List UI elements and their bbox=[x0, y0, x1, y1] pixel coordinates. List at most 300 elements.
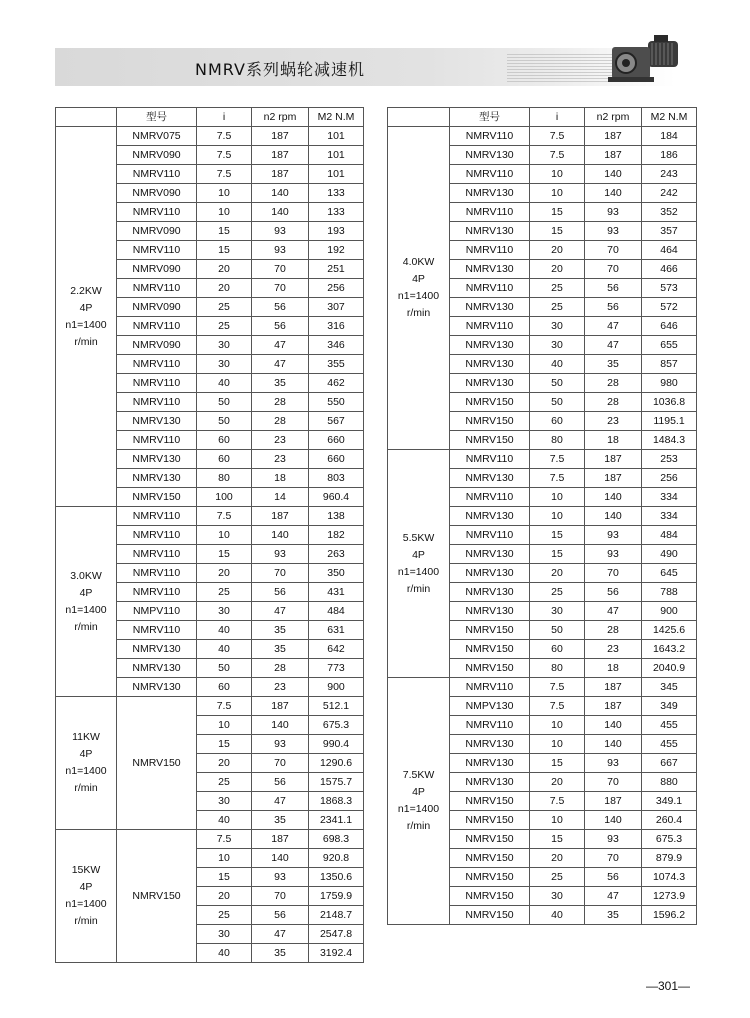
speed-cell: 70 bbox=[252, 279, 309, 298]
ratio-cell: 15 bbox=[530, 222, 585, 241]
speed-cell: 28 bbox=[585, 621, 642, 640]
ratio-cell: 10 bbox=[530, 507, 585, 526]
model-cell: NMRV130 bbox=[450, 469, 530, 488]
motor-poles: 4P bbox=[79, 301, 93, 314]
ratio-cell: 60 bbox=[197, 450, 252, 469]
ratio-cell: 10 bbox=[530, 811, 585, 830]
torque-cell: 550 bbox=[309, 393, 364, 412]
torque-cell: 101 bbox=[309, 127, 364, 146]
ratio-cell: 7.5 bbox=[530, 697, 585, 716]
model-cell: NMRV150 bbox=[450, 792, 530, 811]
torque-cell: 455 bbox=[642, 735, 697, 754]
torque-cell: 1290.6 bbox=[309, 754, 364, 773]
model-cell: NMRV150 bbox=[117, 488, 197, 507]
model-cell: NMRV150 bbox=[450, 811, 530, 830]
ratio-cell: 15 bbox=[530, 526, 585, 545]
motor-poles: 4P bbox=[412, 548, 425, 561]
model-cell: NMRV150 bbox=[450, 412, 530, 431]
ratio-cell: 25 bbox=[530, 583, 585, 602]
model-cell: NMRV130 bbox=[450, 355, 530, 374]
ratio-cell: 10 bbox=[197, 849, 252, 868]
model-cell: NMRV130 bbox=[450, 564, 530, 583]
model-cell: NMRV075 bbox=[117, 127, 197, 146]
model-cell: NMRV110 bbox=[450, 450, 530, 469]
speed-cell: 56 bbox=[585, 868, 642, 887]
torque-cell: 316 bbox=[309, 317, 364, 336]
motor-unit: r/min bbox=[74, 915, 98, 927]
ratio-cell: 20 bbox=[530, 564, 585, 583]
ratio-cell: 50 bbox=[197, 412, 252, 431]
ratio-cell: 25 bbox=[530, 298, 585, 317]
ratio-cell: 10 bbox=[197, 526, 252, 545]
speed-cell: 70 bbox=[585, 241, 642, 260]
model-cell: NMRV110 bbox=[117, 393, 197, 412]
torque-cell: 355 bbox=[309, 355, 364, 374]
header-output-speed: n2 rpm bbox=[585, 108, 642, 127]
speed-cell: 35 bbox=[252, 374, 309, 393]
ratio-cell: 20 bbox=[197, 564, 252, 583]
speed-cell: 93 bbox=[252, 545, 309, 564]
ratio-cell: 80 bbox=[530, 431, 585, 450]
torque-cell: 462 bbox=[309, 374, 364, 393]
header-corner-cell bbox=[56, 108, 117, 127]
speed-cell: 47 bbox=[252, 336, 309, 355]
model-cell: NMRV150 bbox=[450, 906, 530, 925]
torque-cell: 990.4 bbox=[309, 735, 364, 754]
model-cell: NMRV110 bbox=[117, 583, 197, 602]
torque-cell: 667 bbox=[642, 754, 697, 773]
torque-cell: 960.4 bbox=[309, 488, 364, 507]
model-cell: NMRV110 bbox=[117, 374, 197, 393]
torque-cell: 357 bbox=[642, 222, 697, 241]
torque-cell: 2040.9 bbox=[642, 659, 697, 678]
motor-poles: 4P bbox=[412, 273, 425, 285]
model-cell: NMRV110 bbox=[117, 355, 197, 374]
torque-cell: 857 bbox=[642, 355, 697, 374]
torque-cell: 182 bbox=[309, 526, 364, 545]
table-row bbox=[388, 450, 697, 469]
ratio-cell: 50 bbox=[530, 374, 585, 393]
model-cell: NMRV130 bbox=[450, 184, 530, 203]
model-cell: NMPV130 bbox=[450, 697, 530, 716]
model-cell: NMRV150 bbox=[450, 431, 530, 450]
speed-cell: 47 bbox=[252, 355, 309, 374]
model-cell: NMPV110 bbox=[117, 602, 197, 621]
model-cell: NMRV130 bbox=[450, 260, 530, 279]
torque-cell: 352 bbox=[642, 203, 697, 222]
torque-cell: 631 bbox=[309, 621, 364, 640]
table-row bbox=[56, 507, 364, 526]
speed-cell: 56 bbox=[585, 279, 642, 298]
speed-cell: 140 bbox=[585, 184, 642, 203]
torque-cell: 192 bbox=[309, 241, 364, 260]
model-cell: NMRV150 bbox=[117, 830, 197, 963]
speed-cell: 56 bbox=[252, 906, 309, 925]
ratio-cell: 40 bbox=[197, 621, 252, 640]
ratio-cell: 40 bbox=[530, 906, 585, 925]
ratio-cell: 10 bbox=[530, 488, 585, 507]
torque-cell: 1643.2 bbox=[642, 640, 697, 659]
ratio-cell: 50 bbox=[197, 393, 252, 412]
speed-cell: 35 bbox=[252, 944, 309, 963]
speed-cell: 56 bbox=[252, 773, 309, 792]
model-cell: NMRV130 bbox=[450, 336, 530, 355]
torque-cell: 660 bbox=[309, 431, 364, 450]
torque-cell: 1074.3 bbox=[642, 868, 697, 887]
speed-cell: 140 bbox=[252, 716, 309, 735]
table-row bbox=[56, 830, 364, 849]
ratio-cell: 80 bbox=[530, 659, 585, 678]
torque-cell: 186 bbox=[642, 146, 697, 165]
model-cell: NMRV150 bbox=[450, 640, 530, 659]
speed-cell: 35 bbox=[252, 621, 309, 640]
motor-spec-group bbox=[56, 830, 117, 963]
model-cell: NMRV130 bbox=[117, 640, 197, 659]
model-cell: NMRV130 bbox=[450, 773, 530, 792]
motor-speed: n1=1400 bbox=[397, 803, 440, 815]
speed-cell: 187 bbox=[585, 450, 642, 469]
speed-cell: 23 bbox=[252, 450, 309, 469]
torque-cell: 260.4 bbox=[642, 811, 697, 830]
motor-power: 11KW bbox=[72, 731, 100, 743]
speed-cell: 140 bbox=[585, 165, 642, 184]
motor-power: 7.5KW bbox=[402, 769, 435, 781]
speed-cell: 187 bbox=[252, 830, 309, 849]
header-decoration bbox=[507, 54, 617, 82]
torque-cell: 349 bbox=[642, 697, 697, 716]
ratio-cell: 30 bbox=[197, 792, 252, 811]
torque-cell: 675.3 bbox=[642, 830, 697, 849]
torque-cell: 803 bbox=[309, 469, 364, 488]
speed-cell: 93 bbox=[252, 735, 309, 754]
motor-spec-group bbox=[56, 697, 117, 830]
model-cell: NMRV110 bbox=[117, 317, 197, 336]
model-cell: NMRV110 bbox=[117, 203, 197, 222]
model-cell: NMRV130 bbox=[450, 545, 530, 564]
speed-cell: 93 bbox=[585, 830, 642, 849]
speed-cell: 187 bbox=[585, 127, 642, 146]
ratio-cell: 25 bbox=[197, 317, 252, 336]
ratio-cell: 15 bbox=[197, 868, 252, 887]
ratio-cell: 10 bbox=[530, 716, 585, 735]
speed-cell: 93 bbox=[252, 222, 309, 241]
gear-motor-icon bbox=[604, 33, 684, 85]
torque-cell: 1350.6 bbox=[309, 868, 364, 887]
header-torque: M2 N.M bbox=[642, 108, 697, 127]
page-header bbox=[55, 48, 675, 86]
ratio-cell: 7.5 bbox=[530, 127, 585, 146]
model-cell: NMRV110 bbox=[450, 241, 530, 260]
model-cell: NMRV110 bbox=[117, 526, 197, 545]
torque-cell: 1484.3 bbox=[642, 431, 697, 450]
ratio-cell: 7.5 bbox=[197, 127, 252, 146]
model-cell: NMRV110 bbox=[450, 488, 530, 507]
header-torque: M2 N.M bbox=[309, 108, 364, 127]
model-cell: NMRV110 bbox=[450, 165, 530, 184]
model-cell: NMRV130 bbox=[117, 450, 197, 469]
speed-cell: 23 bbox=[252, 431, 309, 450]
torque-cell: 133 bbox=[309, 184, 364, 203]
speed-cell: 18 bbox=[585, 659, 642, 678]
torque-cell: 900 bbox=[309, 678, 364, 697]
ratio-cell: 25 bbox=[197, 906, 252, 925]
motor-speed: n1=1400 bbox=[65, 603, 107, 616]
torque-cell: 660 bbox=[309, 450, 364, 469]
ratio-cell: 25 bbox=[197, 773, 252, 792]
torque-cell: 263 bbox=[309, 545, 364, 564]
speed-cell: 35 bbox=[252, 811, 309, 830]
ratio-cell: 50 bbox=[197, 659, 252, 678]
ratio-cell: 10 bbox=[530, 735, 585, 754]
torque-cell: 484 bbox=[642, 526, 697, 545]
speed-cell: 140 bbox=[585, 488, 642, 507]
motor-power: 15KW bbox=[71, 864, 101, 876]
ratio-cell: 7.5 bbox=[197, 697, 252, 716]
ratio-cell: 40 bbox=[530, 355, 585, 374]
speed-cell: 70 bbox=[252, 260, 309, 279]
torque-cell: 349.1 bbox=[642, 792, 697, 811]
torque-cell: 455 bbox=[642, 716, 697, 735]
ratio-cell: 10 bbox=[197, 203, 252, 222]
speed-cell: 187 bbox=[252, 507, 309, 526]
model-cell: NMRV130 bbox=[450, 374, 530, 393]
torque-cell: 1759.9 bbox=[309, 887, 364, 906]
motor-speed: n1=1400 bbox=[65, 765, 107, 777]
ratio-cell: 25 bbox=[197, 583, 252, 602]
table-header-row bbox=[56, 108, 364, 127]
speed-cell: 140 bbox=[585, 507, 642, 526]
torque-cell: 567 bbox=[309, 412, 364, 431]
ratio-cell: 40 bbox=[197, 374, 252, 393]
motor-spec-group bbox=[56, 127, 117, 507]
motor-unit: r/min bbox=[406, 582, 431, 595]
ratio-cell: 20 bbox=[530, 849, 585, 868]
speed-cell: 47 bbox=[252, 602, 309, 621]
torque-cell: 484 bbox=[309, 602, 364, 621]
model-cell: NMRV090 bbox=[117, 146, 197, 165]
model-cell: NMRV110 bbox=[450, 678, 530, 697]
speed-cell: 140 bbox=[252, 184, 309, 203]
speed-cell: 93 bbox=[252, 868, 309, 887]
left-specs-table bbox=[55, 107, 364, 963]
motor-poles: 4P bbox=[412, 786, 425, 798]
model-cell: NMRV090 bbox=[117, 222, 197, 241]
ratio-cell: 25 bbox=[197, 298, 252, 317]
ratio-cell: 30 bbox=[197, 925, 252, 944]
speed-cell: 28 bbox=[585, 374, 642, 393]
speed-cell: 23 bbox=[585, 412, 642, 431]
speed-cell: 35 bbox=[252, 640, 309, 659]
torque-cell: 334 bbox=[642, 488, 697, 507]
page-number: —301— bbox=[646, 979, 691, 993]
ratio-cell: 100 bbox=[197, 488, 252, 507]
model-cell: NMRV090 bbox=[117, 298, 197, 317]
model-cell: NMRV110 bbox=[450, 127, 530, 146]
speed-cell: 140 bbox=[585, 735, 642, 754]
model-cell: NMRV110 bbox=[450, 203, 530, 222]
torque-cell: 256 bbox=[642, 469, 697, 488]
torque-cell: 464 bbox=[642, 241, 697, 260]
torque-cell: 253 bbox=[642, 450, 697, 469]
motor-spec-group bbox=[56, 507, 117, 697]
motor-unit: r/min bbox=[74, 782, 98, 794]
speed-cell: 70 bbox=[252, 564, 309, 583]
speed-cell: 187 bbox=[252, 146, 309, 165]
model-cell: NMRV130 bbox=[450, 146, 530, 165]
header-model: 型号 bbox=[450, 108, 530, 127]
ratio-cell: 10 bbox=[530, 184, 585, 203]
model-cell: NMRV150 bbox=[450, 830, 530, 849]
ratio-cell: 20 bbox=[530, 260, 585, 279]
model-cell: NMRV110 bbox=[117, 507, 197, 526]
speed-cell: 93 bbox=[585, 545, 642, 564]
model-cell: NMRV110 bbox=[117, 279, 197, 298]
model-cell: NMRV090 bbox=[117, 184, 197, 203]
torque-cell: 2148.7 bbox=[309, 906, 364, 925]
page-title: NMRV系列蜗轮减速机 bbox=[195, 60, 365, 79]
ratio-cell: 20 bbox=[197, 279, 252, 298]
speed-cell: 18 bbox=[252, 469, 309, 488]
table-row bbox=[56, 697, 364, 716]
speed-cell: 47 bbox=[252, 925, 309, 944]
speed-cell: 70 bbox=[585, 564, 642, 583]
torque-cell: 346 bbox=[309, 336, 364, 355]
ratio-cell: 7.5 bbox=[197, 507, 252, 526]
ratio-cell: 15 bbox=[197, 545, 252, 564]
motor-spec-group bbox=[388, 678, 450, 925]
speed-cell: 28 bbox=[252, 412, 309, 431]
speed-cell: 56 bbox=[252, 298, 309, 317]
torque-cell: 698.3 bbox=[309, 830, 364, 849]
torque-cell: 334 bbox=[642, 507, 697, 526]
torque-cell: 1273.9 bbox=[642, 887, 697, 906]
model-cell: NMRV130 bbox=[117, 469, 197, 488]
torque-cell: 573 bbox=[642, 279, 697, 298]
torque-cell: 675.3 bbox=[309, 716, 364, 735]
speed-cell: 140 bbox=[252, 203, 309, 222]
model-cell: NMRV090 bbox=[117, 336, 197, 355]
torque-cell: 980 bbox=[642, 374, 697, 393]
ratio-cell: 7.5 bbox=[197, 830, 252, 849]
model-cell: NMRV110 bbox=[450, 279, 530, 298]
model-cell: NMRV150 bbox=[450, 887, 530, 906]
ratio-cell: 7.5 bbox=[197, 165, 252, 184]
speed-cell: 56 bbox=[585, 583, 642, 602]
ratio-cell: 15 bbox=[530, 754, 585, 773]
torque-cell: 642 bbox=[309, 640, 364, 659]
speed-cell: 14 bbox=[252, 488, 309, 507]
speed-cell: 93 bbox=[585, 754, 642, 773]
torque-cell: 645 bbox=[642, 564, 697, 583]
header-ratio: i bbox=[530, 108, 585, 127]
ratio-cell: 30 bbox=[197, 355, 252, 374]
motor-spec-group bbox=[388, 450, 450, 678]
table-row bbox=[388, 678, 697, 697]
torque-cell: 879.9 bbox=[642, 849, 697, 868]
ratio-cell: 7.5 bbox=[530, 678, 585, 697]
speed-cell: 28 bbox=[252, 393, 309, 412]
model-cell: NMRV150 bbox=[450, 868, 530, 887]
ratio-cell: 40 bbox=[197, 640, 252, 659]
speed-cell: 93 bbox=[585, 526, 642, 545]
speed-cell: 93 bbox=[252, 241, 309, 260]
speed-cell: 187 bbox=[585, 697, 642, 716]
ratio-cell: 20 bbox=[197, 260, 252, 279]
motor-unit: r/min bbox=[406, 307, 431, 319]
speed-cell: 23 bbox=[252, 678, 309, 697]
header-ratio: i bbox=[197, 108, 252, 127]
torque-cell: 512.1 bbox=[309, 697, 364, 716]
motor-power: 4.0KW bbox=[402, 256, 435, 268]
speed-cell: 187 bbox=[252, 127, 309, 146]
torque-cell: 1596.2 bbox=[642, 906, 697, 925]
speed-cell: 187 bbox=[585, 678, 642, 697]
model-cell: NMRV110 bbox=[450, 716, 530, 735]
speed-cell: 47 bbox=[585, 602, 642, 621]
torque-cell: 572 bbox=[642, 298, 697, 317]
motor-power: 3.0KW bbox=[70, 569, 102, 582]
model-cell: NMRV150 bbox=[450, 621, 530, 640]
ratio-cell: 60 bbox=[197, 678, 252, 697]
torque-cell: 2341.1 bbox=[309, 811, 364, 830]
model-cell: NMRV110 bbox=[450, 317, 530, 336]
motor-power: 5.5KW bbox=[402, 531, 435, 544]
ratio-cell: 40 bbox=[197, 811, 252, 830]
model-cell: NMRV130 bbox=[450, 735, 530, 754]
ratio-cell: 60 bbox=[197, 431, 252, 450]
model-cell: NMRV130 bbox=[117, 412, 197, 431]
ratio-cell: 30 bbox=[530, 602, 585, 621]
torque-cell: 251 bbox=[309, 260, 364, 279]
ratio-cell: 20 bbox=[530, 241, 585, 260]
ratio-cell: 10 bbox=[530, 165, 585, 184]
torque-cell: 1575.7 bbox=[309, 773, 364, 792]
model-cell: NMRV130 bbox=[450, 583, 530, 602]
speed-cell: 47 bbox=[252, 792, 309, 811]
header-output-speed: n2 rpm bbox=[252, 108, 309, 127]
model-cell: NMRV150 bbox=[117, 697, 197, 830]
motor-speed: n1=1400 bbox=[65, 318, 107, 331]
model-cell: NMRV130 bbox=[450, 602, 530, 621]
speed-cell: 35 bbox=[585, 906, 642, 925]
speed-cell: 70 bbox=[585, 260, 642, 279]
ratio-cell: 80 bbox=[197, 469, 252, 488]
speed-cell: 35 bbox=[585, 355, 642, 374]
ratio-cell: 20 bbox=[197, 754, 252, 773]
torque-cell: 243 bbox=[642, 165, 697, 184]
ratio-cell: 20 bbox=[197, 887, 252, 906]
speed-cell: 47 bbox=[585, 887, 642, 906]
speed-cell: 187 bbox=[585, 792, 642, 811]
speed-cell: 28 bbox=[585, 393, 642, 412]
ratio-cell: 50 bbox=[530, 393, 585, 412]
torque-cell: 490 bbox=[642, 545, 697, 564]
speed-cell: 70 bbox=[252, 887, 309, 906]
model-cell: NMRV130 bbox=[450, 298, 530, 317]
ratio-cell: 15 bbox=[530, 203, 585, 222]
model-cell: NMRV130 bbox=[117, 659, 197, 678]
model-cell: NMRV150 bbox=[450, 849, 530, 868]
ratio-cell: 30 bbox=[530, 887, 585, 906]
torque-cell: 431 bbox=[309, 583, 364, 602]
motor-speed: n1=1400 bbox=[397, 565, 440, 578]
torque-cell: 1868.3 bbox=[309, 792, 364, 811]
ratio-cell: 30 bbox=[197, 602, 252, 621]
torque-cell: 788 bbox=[642, 583, 697, 602]
speed-cell: 93 bbox=[585, 203, 642, 222]
speed-cell: 187 bbox=[252, 697, 309, 716]
header-model: 型号 bbox=[117, 108, 197, 127]
